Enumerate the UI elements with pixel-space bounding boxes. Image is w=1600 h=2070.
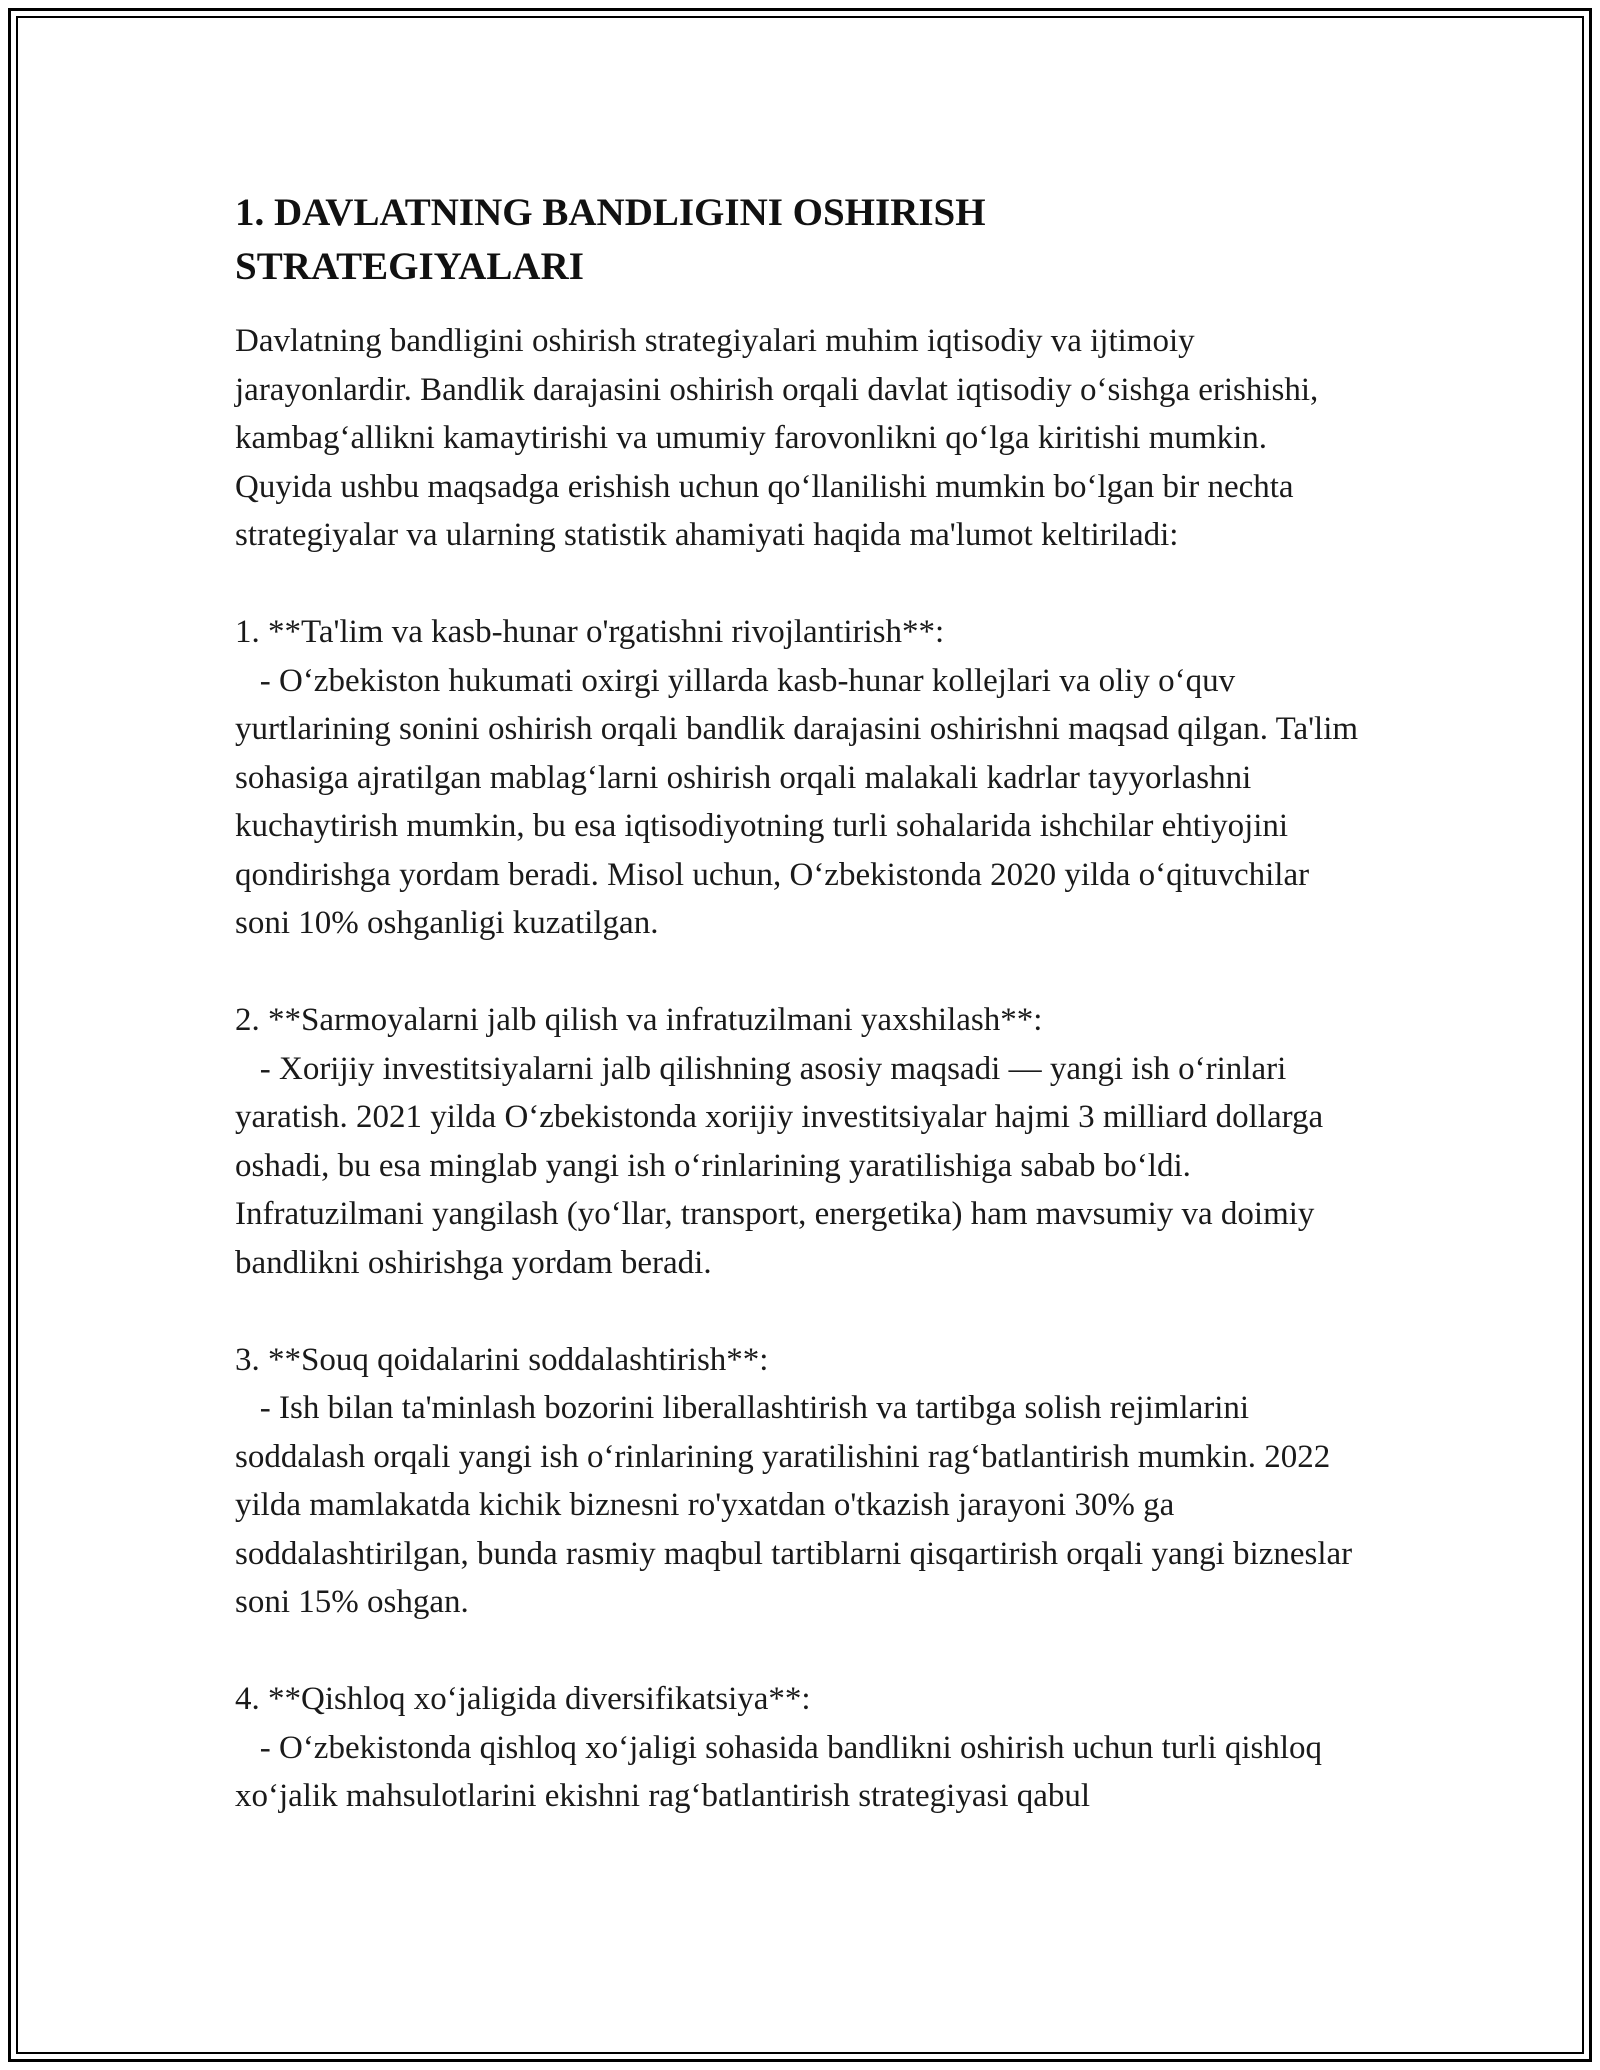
document-title-line-2: STRATEGIYALARI xyxy=(235,245,584,288)
strategy-body xyxy=(235,657,1365,948)
paragraph-gap xyxy=(235,1627,1365,1676)
strategy-heading: 2. **Sarmoyalarni jalb qilish va infratuzilmani yaxshilash**: xyxy=(235,1002,1043,1038)
intro-paragraph: Davlatning bandligini oshirish strategiyalari muhim iqtisodiy va ijtimoiy jarayonlardir. Bandlik darajasini oshirish orqali davlat iqtisodiy o‘sishga erishishi, kambag‘allikni kamaytirishi va umumiy farovonlikni qo‘lga kiritishi mumkin. Quyida ushbu maqsadga erishish uchun qo‘llanilishi mumkin bo‘lgan bir nechta strategiyalar va ularning statistik ahamiyati haqida ma'lumot keltiriladi: xyxy=(235,323,1319,553)
strategy-heading: 4. **Qishloq xo‘jaligida diversifikatsiya**: xyxy=(235,1681,811,1717)
strategy-heading: 3. **Souq qoidalarini soddalashtirish**: xyxy=(235,1341,769,1378)
strategy-body-text: - O‘zbekiston hukumati oxirgi yillarda kasb-hunar kollejlari va oliy o‘quv yurtlarining sonini oshirish orqali bandlik darajasini oshirishni maqsad qilgan. Ta'lim sohasiga ajratilgan mablag‘larni oshirish orqali malakali kadrlar tayyorlashni kuchaytirish mumkin, bu esa iqtisodiyotning turli sohalarida ishchilar ehtiyojini qondirishga yordam beradi. Misol uchun, O‘zbekistonda 2020 yilda o‘qituvchilar soni 10% oshganligi kuzatilgan. xyxy=(235,662,1359,941)
strategy-body-text: - Xorijiy investitsiyalarni jalb qilishning asosiy maqsadi — yangi ish o‘rinlari yaratish. 2021 yilda O‘zbekistonda xorijiy investitsiyalar hajmi 3 milliard dollarga oshadi, bu esa minglab yangi ish o‘rinlarining yaratilishiga sabab bo‘ldi. Infratuzilmani yangilash (yo‘llar, transport, energetika) ham mavsumiy va doimiy bandlikni oshirishga yordam beradi. xyxy=(235,1050,1324,1281)
strategy-body-text: - O‘zbekistonda qishloq xo‘jaligi sohasida bandlikni oshirish uchun turli qishloq xo‘jalik mahsulotlarini ekishni rag‘batlantirish strategiyasi qabul xyxy=(235,1729,1323,1814)
document-title-line-1: 1. DAVLATNING BANDLIGINI OSHIRISH xyxy=(235,191,986,234)
document-body xyxy=(235,186,1365,1821)
strategy-body-text: - Ish bilan ta'minlash bozorini liberallashtirish va tartibga solish rejimlarini soddalash orqali yangi ish o‘rinlarining yaratilishini rag‘batlantirish mumkin. 2022 yilda mamlakatda kichik biznesni ro'yxatdan o'tkazish jarayoni 30% ga soddalashtirilgan, bunda rasmiy maqbul tartiblarni qisqartirish orqali yangi bizneslar soni 15% oshgan. xyxy=(235,1390,1353,1620)
strategy-item-3 xyxy=(235,1336,1365,1627)
strategy-heading: 1. **Ta'lim va kasb-hunar o'rgatishni rivojlantirish**: xyxy=(235,614,945,650)
strategy-body xyxy=(235,1045,1365,1288)
paragraph-gap xyxy=(235,560,1365,609)
strategy-body xyxy=(235,1384,1365,1627)
paragraph-gap xyxy=(235,948,1365,997)
strategy-item-2 xyxy=(235,996,1365,1287)
paragraph-gap xyxy=(235,1287,1365,1336)
strategy-item-4 xyxy=(235,1675,1365,1821)
strategy-item-1 xyxy=(235,608,1365,948)
document-title xyxy=(235,186,1365,294)
strategy-body xyxy=(235,1724,1365,1821)
